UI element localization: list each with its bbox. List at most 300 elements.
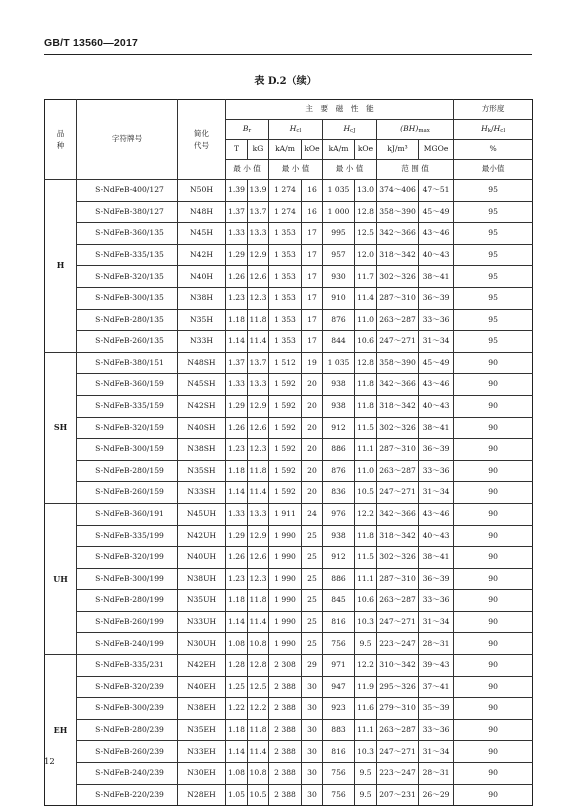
br-kg-cell: 12.6 (248, 547, 269, 569)
short-code-cell: N45SH (178, 374, 226, 396)
br-kg-cell: 13.3 (248, 503, 269, 525)
table-row (45, 503, 533, 525)
hcb-kam-cell: 1 990 (269, 568, 302, 590)
bhmax-mgoe-cell: 31～34 (419, 482, 454, 504)
hcj-koe-cell: 11.1 (355, 719, 377, 741)
br-kg-cell: 12.9 (248, 525, 269, 547)
short-code-cell: N48H (178, 201, 226, 223)
br-t-cell: 1.23 (226, 439, 248, 461)
table-row (45, 784, 533, 806)
hcb-kam-cell: 1 512 (269, 352, 302, 374)
grade-cell: S-NdFeB-260/135 (77, 331, 178, 353)
hcb-koe-cell: 30 (302, 719, 323, 741)
squareness-cell: 90 (454, 525, 533, 547)
bhmax-mgoe-cell: 33～36 (419, 719, 454, 741)
hcb-kam-cell: 1 353 (269, 287, 302, 309)
hcj-kam-cell: 845 (323, 590, 355, 612)
squareness-cell: 90 (454, 633, 533, 655)
hcb-koe-cell: 25 (302, 590, 323, 612)
hcb-kam-cell: 1 353 (269, 266, 302, 288)
hcj-kam-cell: 910 (323, 287, 355, 309)
hcb-koe-cell: 20 (302, 460, 323, 482)
hcj-kam-cell: 938 (323, 525, 355, 547)
table-row (45, 568, 533, 590)
br-kg-cell: 13.7 (248, 201, 269, 223)
grade-cell: S-NdFeB-260/159 (77, 482, 178, 504)
bhmax-mgoe-cell: 36～39 (419, 287, 454, 309)
squareness-cell: 90 (454, 763, 533, 785)
hcb-koe-cell: 25 (302, 633, 323, 655)
br-t-cell: 1.33 (226, 503, 248, 525)
hcj-kam-cell: 938 (323, 395, 355, 417)
hcb-kam-cell: 2 388 (269, 719, 302, 741)
hcj-koe-cell: 9.5 (355, 763, 377, 785)
hcb-koe-cell: 30 (302, 763, 323, 785)
hcj-kam-cell: 923 (323, 698, 355, 720)
br-kg-cell: 13.3 (248, 374, 269, 396)
squareness-cell: 95 (454, 266, 533, 288)
bhmax-kjm3-cell: 318～342 (377, 525, 419, 547)
bhmax-mgoe-cell: 43～46 (419, 374, 454, 396)
hcj-koe-cell: 11.5 (355, 417, 377, 439)
br-unit-t: T (226, 140, 248, 160)
bhmax-mgoe-cell: 36～39 (419, 568, 454, 590)
br-t-cell: 1.39 (226, 180, 248, 202)
br-t-cell: 1.18 (226, 309, 248, 331)
hcb-kam-cell: 1 274 (269, 201, 302, 223)
hcj-koe-cell: 11.8 (355, 374, 377, 396)
squareness-cell: 90 (454, 655, 533, 677)
grade-cell: S-NdFeB-280/239 (77, 719, 178, 741)
grade-cell: S-NdFeB-380/127 (77, 201, 178, 223)
hcj-min-label: 最 小 值 (323, 160, 377, 180)
family-header: 品 种 (45, 100, 77, 180)
bhmax-mgoe-cell: 47～51 (419, 180, 454, 202)
br-kg-cell: 12.3 (248, 287, 269, 309)
hcj-koe-cell: 11.0 (355, 309, 377, 331)
hcb-koe-cell: 17 (302, 287, 323, 309)
hcj-koe-cell: 10.5 (355, 482, 377, 504)
br-kg-cell: 12.6 (248, 417, 269, 439)
hcb-koe-cell: 17 (302, 331, 323, 353)
squareness-cell: 90 (454, 784, 533, 806)
hcj-kam-cell: 957 (323, 244, 355, 266)
br-kg-cell: 10.8 (248, 633, 269, 655)
squareness-cell: 95 (454, 309, 533, 331)
header-rule (44, 54, 532, 55)
hcj-koe-cell: 9.5 (355, 784, 377, 806)
table-row (45, 655, 533, 677)
hcj-kam-cell: 995 (323, 223, 355, 245)
hcb-kam-cell: 1 592 (269, 374, 302, 396)
br-t-cell: 1.26 (226, 417, 248, 439)
table-row (45, 547, 533, 569)
magnet-properties-table (44, 99, 533, 806)
bhmax-kjm3-cell: 207～231 (377, 784, 419, 806)
squareness-cell: 95 (454, 287, 533, 309)
grade-cell: S-NdFeB-240/199 (77, 633, 178, 655)
table-row (45, 266, 533, 288)
br-kg-cell: 12.9 (248, 244, 269, 266)
page-number: 12 (44, 757, 55, 767)
table-row (45, 525, 533, 547)
br-t-cell: 1.26 (226, 547, 248, 569)
hcb-kam-cell: 1 990 (269, 525, 302, 547)
br-t-cell: 1.18 (226, 460, 248, 482)
hcb-kam-cell: 1 592 (269, 417, 302, 439)
br-t-cell: 1.08 (226, 763, 248, 785)
grade-cell: S-NdFeB-280/135 (77, 309, 178, 331)
br-kg-cell: 12.6 (248, 266, 269, 288)
hcj-koe-cell: 11.9 (355, 676, 377, 698)
short-code-cell: N38EH (178, 698, 226, 720)
squareness-min-label: 最小值 (454, 160, 533, 180)
hcj-koe-cell: 11.1 (355, 568, 377, 590)
br-t-cell: 1.29 (226, 395, 248, 417)
bhmax-mgoe-cell: 33～36 (419, 309, 454, 331)
table-row (45, 352, 533, 374)
hk-hcj-header: Hk/Hcl (454, 120, 533, 140)
table-row (45, 698, 533, 720)
short-code-cell: N35H (178, 309, 226, 331)
bhmax-kjm3-cell: 295～326 (377, 676, 419, 698)
br-t-cell: 1.22 (226, 698, 248, 720)
hcj-kam-cell: 971 (323, 655, 355, 677)
short-code-cell: N33EH (178, 741, 226, 763)
hcb-kam-cell: 2 388 (269, 741, 302, 763)
br-t-cell: 1.29 (226, 244, 248, 266)
hcj-koe-cell: 12.5 (355, 223, 377, 245)
br-t-cell: 1.29 (226, 525, 248, 547)
hcb-kam-cell: 1 353 (269, 309, 302, 331)
table-row (45, 741, 533, 763)
hcj-kam-cell: 947 (323, 676, 355, 698)
squareness-header: 方形度 (454, 100, 533, 120)
bhmax-range-label: 范 围 值 (377, 160, 454, 180)
squareness-unit: % (454, 140, 533, 160)
bhmax-mgoe-cell: 37～41 (419, 676, 454, 698)
short-code-cell: N38H (178, 287, 226, 309)
bhmax-mgoe-cell: 28～31 (419, 633, 454, 655)
table-row (45, 331, 533, 353)
hcj-kam-cell: 876 (323, 309, 355, 331)
br-t-cell: 1.33 (226, 374, 248, 396)
hcb-koe-cell: 30 (302, 676, 323, 698)
hcb-koe-cell: 16 (302, 180, 323, 202)
grade-cell: S-NdFeB-360/135 (77, 223, 178, 245)
bhmax-mgoe-cell: 31～34 (419, 611, 454, 633)
hcb-kam-cell: 1 592 (269, 439, 302, 461)
short-code-cell: N35EH (178, 719, 226, 741)
hcb-unit-koe: kOe (302, 140, 323, 160)
short-code-cell: N40SH (178, 417, 226, 439)
bhmax-mgoe-cell: 39～43 (419, 655, 454, 677)
main-properties-header: 主 要 磁 性 能 (226, 100, 454, 120)
bhmax-mgoe-cell: 45～49 (419, 352, 454, 374)
bhmax-header: (BH)max (377, 120, 454, 140)
grade-header: 字符牌号 (77, 100, 178, 180)
short-code-cell: N40H (178, 266, 226, 288)
br-t-cell: 1.23 (226, 287, 248, 309)
table-row (45, 611, 533, 633)
br-kg-cell: 12.5 (248, 676, 269, 698)
grade-cell: S-NdFeB-280/159 (77, 460, 178, 482)
hcj-kam-cell: 886 (323, 568, 355, 590)
hcb-unit-kam: kA/m (269, 140, 302, 160)
grade-cell: S-NdFeB-300/239 (77, 698, 178, 720)
short-code-cell: N28EH (178, 784, 226, 806)
squareness-cell: 90 (454, 590, 533, 612)
hcj-kam-cell: 1 000 (323, 201, 355, 223)
hcj-koe-cell: 12.8 (355, 352, 377, 374)
hcj-koe-cell: 12.2 (355, 503, 377, 525)
bhmax-kjm3-cell: 263～287 (377, 460, 419, 482)
hcb-kam-cell: 1 592 (269, 482, 302, 504)
hcb-kam-cell: 2 388 (269, 763, 302, 785)
br-kg-cell: 11.8 (248, 309, 269, 331)
hcb-koe-cell: 30 (302, 698, 323, 720)
hcb-koe-cell: 25 (302, 611, 323, 633)
table-row (45, 223, 533, 245)
standard-code: GB/T 13560—2017 (44, 37, 139, 49)
bhmax-kjm3-cell: 358～390 (377, 201, 419, 223)
br-kg-cell: 11.4 (248, 331, 269, 353)
squareness-cell: 90 (454, 352, 533, 374)
short-code-cell: N45H (178, 223, 226, 245)
hcj-koe-cell: 13.0 (355, 180, 377, 202)
br-t-cell: 1.14 (226, 331, 248, 353)
hcj-kam-cell: 836 (323, 482, 355, 504)
hcj-koe-cell: 10.3 (355, 741, 377, 763)
table-caption: 表 D.2（续） (254, 76, 317, 87)
bhmax-mgoe-cell: 38～41 (419, 266, 454, 288)
hcj-koe-cell: 11.6 (355, 698, 377, 720)
hcj-kam-cell: 912 (323, 547, 355, 569)
hcj-koe-cell: 11.8 (355, 525, 377, 547)
squareness-cell: 90 (454, 460, 533, 482)
hcb-koe-cell: 30 (302, 784, 323, 806)
short-code-cell: N50H (178, 180, 226, 202)
family-cell: SH (45, 352, 77, 503)
br-kg-cell: 11.4 (248, 482, 269, 504)
hcj-kam-cell: 844 (323, 331, 355, 353)
squareness-cell: 90 (454, 482, 533, 504)
bhmax-mgoe-cell: 31～34 (419, 741, 454, 763)
squareness-cell: 90 (454, 547, 533, 569)
table-row (45, 719, 533, 741)
hcb-koe-cell: 25 (302, 568, 323, 590)
hcj-koe-cell: 11.4 (355, 287, 377, 309)
br-t-cell: 1.25 (226, 676, 248, 698)
hcb-koe-cell: 17 (302, 244, 323, 266)
bhmax-kjm3-cell: 287～310 (377, 439, 419, 461)
table-row (45, 633, 533, 655)
bhmax-mgoe-cell: 40～43 (419, 525, 454, 547)
bhmax-mgoe-cell: 33～36 (419, 460, 454, 482)
family-cell: UH (45, 503, 77, 654)
br-t-cell: 1.14 (226, 611, 248, 633)
hcj-koe-cell: 11.5 (355, 547, 377, 569)
squareness-cell: 90 (454, 503, 533, 525)
squareness-cell: 90 (454, 719, 533, 741)
grade-cell: S-NdFeB-260/239 (77, 741, 178, 763)
table-row (45, 395, 533, 417)
table-row (45, 201, 533, 223)
short-code-cell: N30UH (178, 633, 226, 655)
br-kg-cell: 11.8 (248, 719, 269, 741)
short-code-header: 简化 代号 (178, 100, 226, 180)
short-code-cell: N42H (178, 244, 226, 266)
hcj-kam-cell: 756 (323, 763, 355, 785)
grade-cell: S-NdFeB-280/199 (77, 590, 178, 612)
bhmax-kjm3-cell: 263～287 (377, 309, 419, 331)
br-t-cell: 1.18 (226, 590, 248, 612)
br-t-cell: 1.05 (226, 784, 248, 806)
grade-cell: S-NdFeB-335/135 (77, 244, 178, 266)
br-kg-cell: 13.9 (248, 180, 269, 202)
br-kg-cell: 12.3 (248, 568, 269, 590)
bhmax-kjm3-cell: 342～366 (377, 503, 419, 525)
hcb-kam-cell: 1 592 (269, 460, 302, 482)
table-row (45, 439, 533, 461)
hcb-kam-cell: 2 388 (269, 784, 302, 806)
br-kg-cell: 13.7 (248, 352, 269, 374)
hcj-koe-cell: 11.7 (355, 266, 377, 288)
grade-cell: S-NdFeB-320/199 (77, 547, 178, 569)
bhmax-kjm3-cell: 287～310 (377, 568, 419, 590)
short-code-cell: N42UH (178, 525, 226, 547)
br-kg-cell: 11.8 (248, 460, 269, 482)
squareness-cell: 90 (454, 395, 533, 417)
hcb-kam-cell: 1 990 (269, 547, 302, 569)
table-row (45, 244, 533, 266)
hcj-koe-cell: 11.1 (355, 439, 377, 461)
bhmax-kjm3-cell: 263～287 (377, 719, 419, 741)
br-kg-cell: 11.4 (248, 741, 269, 763)
br-kg-cell: 12.8 (248, 655, 269, 677)
table-row (45, 417, 533, 439)
hcj-unit-koe: kOe (355, 140, 377, 160)
bhmax-kjm3-cell: 247～271 (377, 482, 419, 504)
hcb-koe-cell: 17 (302, 309, 323, 331)
squareness-cell: 90 (454, 374, 533, 396)
hcb-koe-cell: 17 (302, 266, 323, 288)
hcj-koe-cell: 11.8 (355, 395, 377, 417)
table-row (45, 590, 533, 612)
table-row (45, 180, 533, 202)
header-row-1 (45, 100, 533, 120)
bhmax-kjm3-cell: 279～310 (377, 698, 419, 720)
hcb-kam-cell: 1 990 (269, 633, 302, 655)
br-min-label: 最 小 值 (226, 160, 269, 180)
hcb-kam-cell: 2 308 (269, 655, 302, 677)
short-code-cell: N42SH (178, 395, 226, 417)
hcj-koe-cell: 10.6 (355, 590, 377, 612)
squareness-cell: 90 (454, 611, 533, 633)
br-kg-cell: 12.9 (248, 395, 269, 417)
hcj-kam-cell: 938 (323, 374, 355, 396)
hcj-unit-kam: kA/m (323, 140, 355, 160)
short-code-cell: N45UH (178, 503, 226, 525)
hcj-kam-cell: 1 035 (323, 352, 355, 374)
br-t-cell: 1.14 (226, 482, 248, 504)
table-row (45, 482, 533, 504)
hcj-kam-cell: 912 (323, 417, 355, 439)
bhmax-unit-mgoe: MGOe (419, 140, 454, 160)
br-unit-kg: kG (248, 140, 269, 160)
bhmax-kjm3-cell: 358～390 (377, 352, 419, 374)
bhmax-mgoe-cell: 40～43 (419, 244, 454, 266)
bhmax-mgoe-cell: 40～43 (419, 395, 454, 417)
hcj-koe-cell: 12.0 (355, 244, 377, 266)
table-row (45, 374, 533, 396)
hcb-koe-cell: 20 (302, 374, 323, 396)
hcj-kam-cell: 883 (323, 719, 355, 741)
hcb-koe-cell: 20 (302, 482, 323, 504)
short-code-cell: N33UH (178, 611, 226, 633)
hcj-kam-cell: 976 (323, 503, 355, 525)
br-t-cell: 1.23 (226, 568, 248, 590)
br-kg-cell: 12.2 (248, 698, 269, 720)
grade-cell: S-NdFeB-400/127 (77, 180, 178, 202)
hcb-kam-cell: 1 353 (269, 223, 302, 245)
bhmax-kjm3-cell: 302～326 (377, 417, 419, 439)
table-row (45, 287, 533, 309)
squareness-cell: 90 (454, 417, 533, 439)
short-code-cell: N30EH (178, 763, 226, 785)
br-t-cell: 1.14 (226, 741, 248, 763)
bhmax-kjm3-cell: 223～247 (377, 763, 419, 785)
hcb-koe-cell: 20 (302, 417, 323, 439)
br-t-cell: 1.33 (226, 223, 248, 245)
bhmax-unit-kjm3: kJ/m³ (377, 140, 419, 160)
hcb-koe-cell: 19 (302, 352, 323, 374)
squareness-cell: 90 (454, 676, 533, 698)
bhmax-mgoe-cell: 36～39 (419, 439, 454, 461)
grade-cell: S-NdFeB-380/151 (77, 352, 178, 374)
bhmax-kjm3-cell: 318～342 (377, 395, 419, 417)
hcj-koe-cell: 10.3 (355, 611, 377, 633)
hcj-koe-cell: 10.6 (355, 331, 377, 353)
hcb-koe-cell: 17 (302, 223, 323, 245)
squareness-cell: 90 (454, 741, 533, 763)
bhmax-kjm3-cell: 287～310 (377, 287, 419, 309)
br-t-cell: 1.18 (226, 719, 248, 741)
grade-cell: S-NdFeB-320/239 (77, 676, 178, 698)
hcj-kam-cell: 816 (323, 611, 355, 633)
br-kg-cell: 11.4 (248, 611, 269, 633)
grade-cell: S-NdFeB-300/135 (77, 287, 178, 309)
bhmax-kjm3-cell: 310～342 (377, 655, 419, 677)
hcb-header: Hcl (269, 120, 323, 140)
grade-cell: S-NdFeB-300/159 (77, 439, 178, 461)
short-code-cell: N33H (178, 331, 226, 353)
table-row (45, 676, 533, 698)
bhmax-kjm3-cell: 318～342 (377, 244, 419, 266)
hcb-kam-cell: 1 990 (269, 590, 302, 612)
squareness-cell: 90 (454, 698, 533, 720)
squareness-cell: 95 (454, 201, 533, 223)
grade-cell: S-NdFeB-335/231 (77, 655, 178, 677)
squareness-cell: 90 (454, 568, 533, 590)
short-code-cell: N42EH (178, 655, 226, 677)
hcj-kam-cell: 756 (323, 633, 355, 655)
bhmax-mgoe-cell: 43～46 (419, 223, 454, 245)
grade-cell: S-NdFeB-320/135 (77, 266, 178, 288)
br-t-cell: 1.37 (226, 352, 248, 374)
squareness-cell: 95 (454, 180, 533, 202)
bhmax-kjm3-cell: 302～326 (377, 547, 419, 569)
